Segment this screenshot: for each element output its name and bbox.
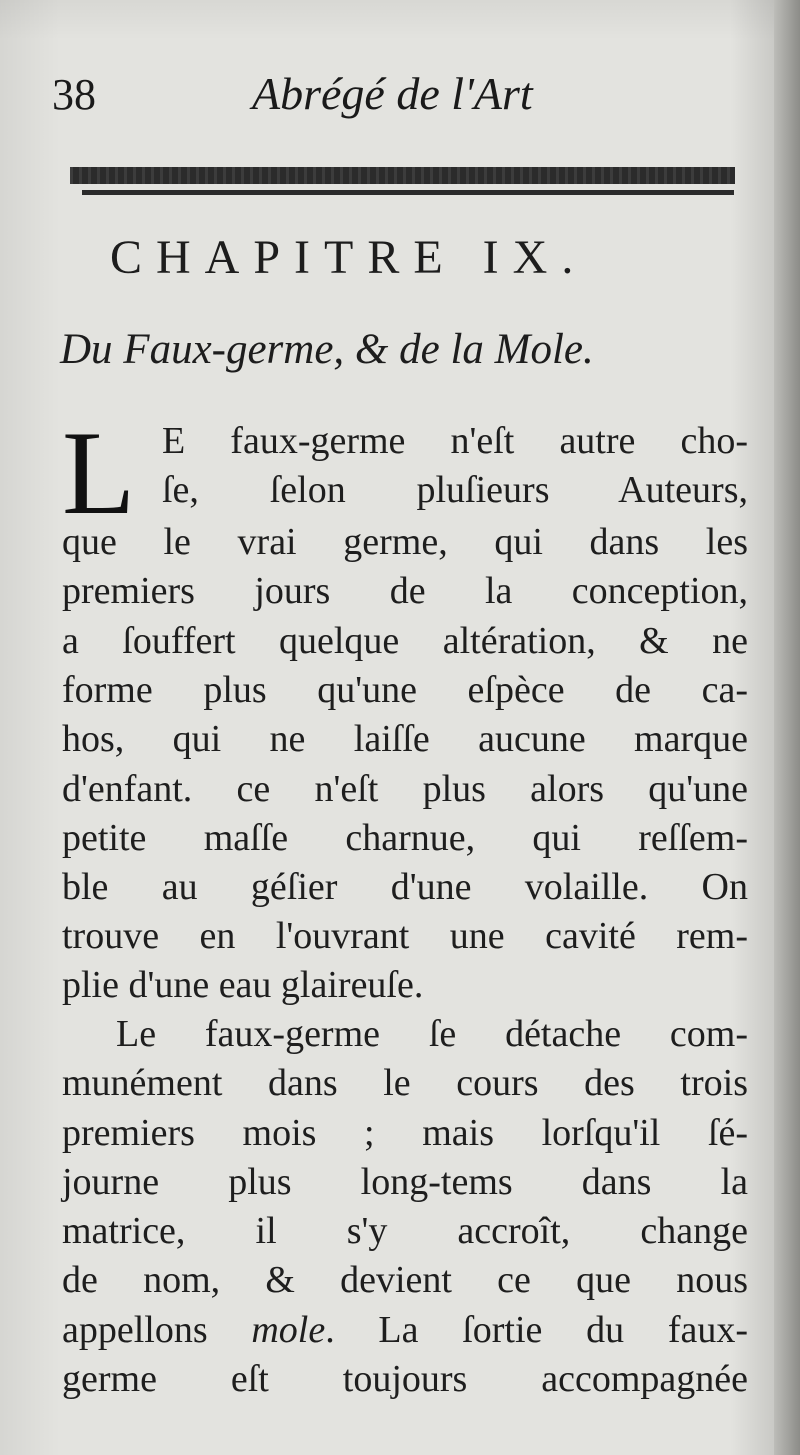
chapter-title: CHAPITRE IX.	[110, 231, 588, 284]
page-gutter-shadow	[774, 0, 800, 1455]
text-line: munément dans le cours des trois	[62, 1062, 748, 1104]
text-line: E faux-germe n'eſt autre cho-	[162, 420, 748, 462]
text-line: Le faux-germe ſe détache com-	[116, 1013, 748, 1055]
running-head: Abrégé de l'Art	[252, 68, 533, 119]
text-line: petite maſſe charnue, qui reſſem-	[62, 817, 748, 859]
text-line: d'enfant. ce n'eſt plus alors qu'une	[62, 768, 748, 810]
text-line: germe eſt toujours accompagnée	[62, 1358, 748, 1400]
text-line: premiers jours de la conception,	[62, 570, 748, 612]
text-line: hos, qui ne laiſſe aucune marque	[62, 718, 748, 760]
ornamental-rule-thin	[82, 190, 734, 195]
text-line: forme plus qu'une eſpèce de ca-	[62, 669, 748, 711]
text-line	[62, 1306, 748, 1354]
text-line: a ſouffert quelque altération, & ne	[62, 620, 748, 662]
text-line: premiers mois ; mais lorſqu'il ſé-	[62, 1112, 748, 1154]
text-segment: appellons	[62, 1309, 252, 1351]
text-line: plie d'une eau glaireuſe.	[62, 964, 424, 1006]
page-header	[52, 66, 752, 126]
text-line: trouve en l'ouvrant une cavité rem-	[62, 915, 748, 957]
text-line: de nom, & devient ce que nous	[62, 1259, 748, 1301]
text-line: journe plus long-tems dans la	[62, 1161, 748, 1203]
text-segment: . La ſortie du faux-	[325, 1309, 748, 1351]
ornamental-rule-thick	[70, 167, 735, 184]
text-line: matrice, il s'y accroît, change	[62, 1210, 748, 1252]
text-line: que le vrai germe, qui dans les	[62, 521, 748, 563]
chapter-subtitle: Du Faux-germe, & de la Mole.	[60, 326, 594, 373]
text-line: ſe, ſelon pluſieurs Auteurs,	[162, 469, 748, 511]
page-number: 38	[52, 70, 96, 119]
italic-term: mole	[251, 1309, 326, 1351]
drop-cap: L	[62, 406, 136, 539]
text-line: ble au géſier d'une volaille. On	[62, 866, 748, 908]
